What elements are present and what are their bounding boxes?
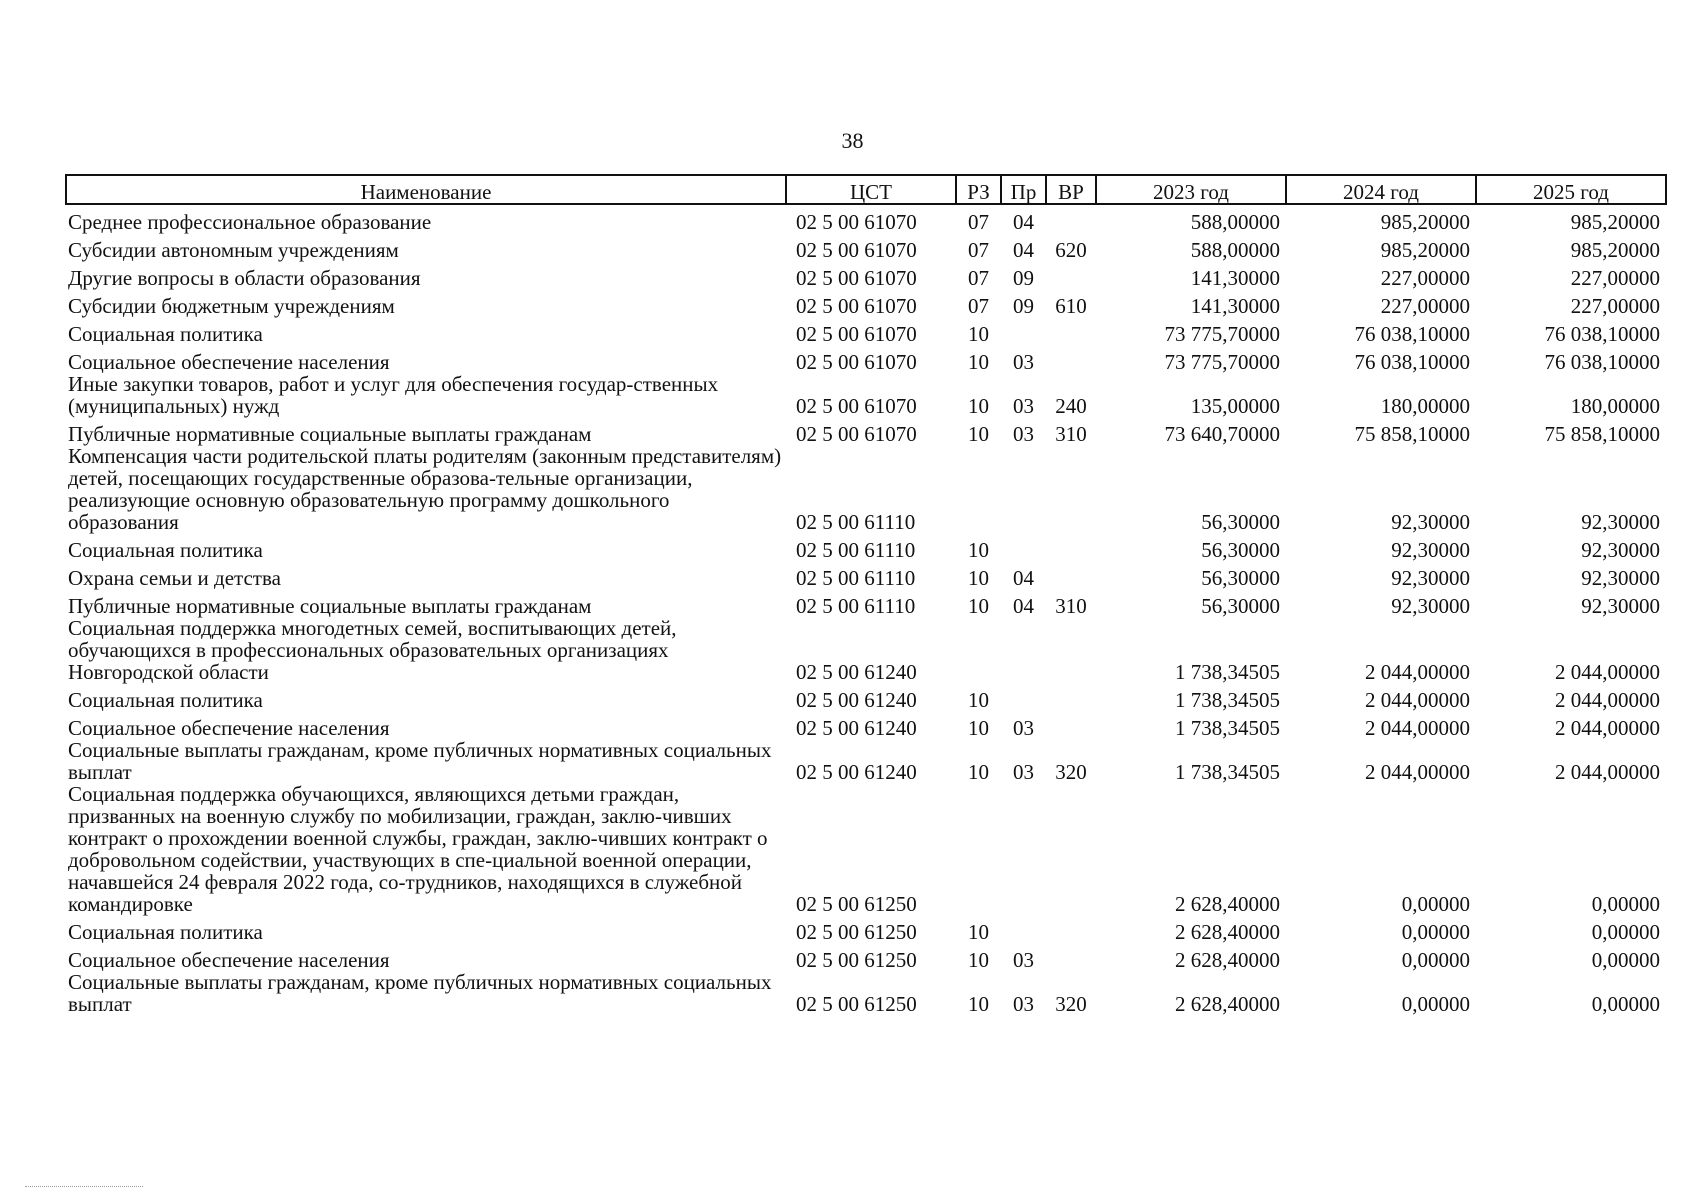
table-row: [66, 417, 1666, 445]
cell-pr: 09: [1013, 294, 1034, 318]
cell-name: Социальная политика: [68, 322, 263, 346]
cell-y2025: 75 858,10000: [1544, 422, 1660, 446]
cell-vr: [1046, 561, 1096, 589]
cell-y2024: 227,00000: [1380, 294, 1470, 318]
cell-rz: 07: [968, 266, 989, 290]
cell-cst: 02 5 00 61070: [796, 394, 917, 418]
cell-rz: 10: [968, 322, 989, 346]
cell-y2025: 0,00000: [1591, 920, 1660, 944]
cell-cst: 02 5 00 61250: [796, 920, 917, 944]
page-number: [0, 128, 1695, 154]
cell-y2025: 227,00000: [1570, 266, 1660, 290]
cell-y2025: 2 044,00000: [1555, 716, 1660, 740]
table-row: [66, 589, 1666, 617]
cell-vr: 610: [1055, 294, 1087, 318]
table-row: [66, 783, 1666, 915]
cell-y2023: 1 738,34505: [1175, 716, 1280, 740]
cell-y2023: 73 640,70000: [1164, 422, 1280, 446]
cell-y2024: 985,20000: [1380, 238, 1470, 262]
cell-y2025: 0,00000: [1591, 892, 1660, 916]
cell-vr: [1046, 711, 1096, 739]
cell-y2024: 227,00000: [1380, 266, 1470, 290]
cell-name: Социальное обеспечение населения: [68, 948, 390, 972]
cell-pr: 03: [1013, 760, 1034, 784]
cell-rz: 07: [968, 294, 989, 318]
header-cst: ЦСТ: [786, 175, 956, 204]
header-name: Наименование: [66, 175, 786, 204]
cell-vr: [1046, 317, 1096, 345]
cell-pr: 04: [1013, 210, 1034, 234]
cell-cst: 02 5 00 61070: [796, 322, 917, 346]
cell-rz: 10: [968, 992, 989, 1016]
header-vr: ВР: [1046, 175, 1096, 204]
cell-name: Социальное обеспечение населения: [68, 716, 390, 740]
cell-pr: [1001, 445, 1046, 533]
cell-pr: 09: [1013, 266, 1034, 290]
table-row: [66, 373, 1666, 417]
cell-y2025: 180,00000: [1570, 394, 1660, 418]
cell-vr: [1046, 261, 1096, 289]
cell-cst: 02 5 00 61250: [796, 892, 917, 916]
cell-pr: [1001, 617, 1046, 683]
cell-name: Социальные выплаты гражданам, кроме публичных нормативных социальных выплат: [68, 738, 772, 784]
cell-name: Субсидии автономным учреждениям: [68, 238, 399, 262]
cell-y2024: 0,00000: [1401, 992, 1470, 1016]
cell-rz: 10: [968, 394, 989, 418]
table-row: [66, 971, 1666, 1015]
cell-pr: [1001, 783, 1046, 915]
table-row: [66, 204, 1666, 233]
table-header: [66, 175, 1666, 204]
cell-y2024: 0,00000: [1401, 892, 1470, 916]
cell-y2025: 2 044,00000: [1555, 688, 1660, 712]
header-row: [66, 175, 1666, 204]
cell-rz: 10: [968, 760, 989, 784]
table-row: [66, 943, 1666, 971]
cell-rz: 10: [968, 920, 989, 944]
cell-cst: 02 5 00 61070: [796, 210, 917, 234]
cell-rz: 10: [968, 716, 989, 740]
cell-vr: [1046, 783, 1096, 915]
cell-vr: 310: [1055, 422, 1087, 446]
cell-y2025: 92,30000: [1581, 510, 1660, 534]
cell-y2023: 73 775,70000: [1164, 322, 1280, 346]
cell-rz: 10: [968, 538, 989, 562]
cell-y2023: 135,00000: [1190, 394, 1280, 418]
table-row: [66, 739, 1666, 783]
table-row: [66, 233, 1666, 261]
cell-y2025: 985,20000: [1570, 238, 1660, 262]
cell-y2024: 76 038,10000: [1354, 322, 1470, 346]
cell-cst: 02 5 00 61110: [796, 566, 916, 590]
cell-cst: 02 5 00 61250: [796, 948, 917, 972]
table-row: [66, 617, 1666, 683]
cell-y2023: 56,30000: [1201, 510, 1280, 534]
cell-cst: 02 5 00 61110: [796, 538, 916, 562]
cell-cst: 02 5 00 61240: [796, 760, 917, 784]
cell-y2025: 985,20000: [1570, 210, 1660, 234]
header-rz: РЗ: [956, 175, 1001, 204]
cell-pr: 04: [1013, 566, 1034, 590]
table-row: [66, 561, 1666, 589]
cell-name: Публичные нормативные социальные выплаты гражданам: [68, 594, 592, 618]
cell-pr: 03: [1013, 716, 1034, 740]
cell-y2024: 0,00000: [1401, 948, 1470, 972]
cell-y2025: 2 044,00000: [1555, 660, 1660, 684]
table-row: [66, 345, 1666, 373]
cell-y2023: 56,30000: [1201, 594, 1280, 618]
cell-pr: [1001, 683, 1046, 711]
cell-y2024: 92,30000: [1391, 538, 1470, 562]
cell-cst: 02 5 00 61240: [796, 688, 917, 712]
cell-rz: 10: [968, 350, 989, 374]
cell-pr: [1001, 915, 1046, 943]
cell-vr: [1046, 683, 1096, 711]
cell-cst: 02 5 00 61070: [796, 238, 917, 262]
cell-vr: [1046, 533, 1096, 561]
cell-y2023: 141,30000: [1190, 266, 1280, 290]
cell-y2023: 2 628,40000: [1175, 948, 1280, 972]
cell-vr: 310: [1055, 594, 1087, 618]
cell-vr: [1046, 445, 1096, 533]
cell-cst: 02 5 00 61070: [796, 294, 917, 318]
cell-y2023: 1 738,34505: [1175, 760, 1280, 784]
table-row: [66, 683, 1666, 711]
cell-y2023: 56,30000: [1201, 538, 1280, 562]
cell-name: Другие вопросы в области образования: [68, 266, 421, 290]
table-body: [66, 204, 1666, 1015]
header-2024: 2024 год: [1286, 175, 1476, 204]
cell-y2023: 2 628,40000: [1175, 992, 1280, 1016]
cell-y2023: 1 738,34505: [1175, 660, 1280, 684]
cell-cst: 02 5 00 61250: [796, 992, 917, 1016]
header-2023: 2023 год: [1096, 175, 1286, 204]
cell-vr: 320: [1055, 992, 1087, 1016]
cell-y2025: 0,00000: [1591, 948, 1660, 972]
cell-y2023: 1 738,34505: [1175, 688, 1280, 712]
cell-name: Социальная поддержка многодетных семей, воспитывающих детей, обучающихся в профессиональных образовательных организациях Новгородской области: [68, 616, 677, 684]
cell-y2024: 2 044,00000: [1365, 688, 1470, 712]
cell-vr: [1046, 204, 1096, 233]
cell-y2025: 227,00000: [1570, 294, 1660, 318]
cell-y2024: 92,30000: [1391, 594, 1470, 618]
cell-name: Иные закупки товаров, работ и услуг для обеспечения государ-ственных (муниципальных) нужд: [68, 372, 719, 418]
cell-pr: [1001, 317, 1046, 345]
cell-vr: 240: [1055, 394, 1087, 418]
cell-cst: 02 5 00 61240: [796, 716, 917, 740]
cell-cst: 02 5 00 61070: [796, 422, 917, 446]
cell-y2025: 92,30000: [1581, 538, 1660, 562]
cell-vr: [1046, 617, 1096, 683]
table-row: [66, 317, 1666, 345]
cell-y2023: 73 775,70000: [1164, 350, 1280, 374]
cell-y2023: 2 628,40000: [1175, 892, 1280, 916]
cell-name: Компенсация части родительской платы родителям (законным представителям) детей, посещающих государственные образова-тельные организации, реализующие основную образовательную программу дошкольного образования: [68, 444, 782, 534]
page-number-text: 38: [841, 128, 864, 153]
cell-rz: 10: [968, 594, 989, 618]
cell-y2024: 76 038,10000: [1354, 350, 1470, 374]
cell-y2025: 76 038,10000: [1544, 350, 1660, 374]
cell-rz: 10: [968, 422, 989, 446]
cell-vr: [1046, 943, 1096, 971]
cell-rz: [956, 783, 1001, 915]
cell-name: Социальные выплаты гражданам, кроме публичных нормативных социальных выплат: [68, 970, 772, 1016]
cell-cst: 02 5 00 61070: [796, 350, 917, 374]
cell-name: Среднее профессиональное образование: [68, 210, 432, 234]
cell-pr: 03: [1013, 992, 1034, 1016]
cell-name: Социальная политика: [68, 688, 263, 712]
table-row: [66, 289, 1666, 317]
cell-name: Социальное обеспечение населения: [68, 350, 390, 374]
cell-name: Публичные нормативные социальные выплаты гражданам: [68, 422, 592, 446]
cell-y2024: 2 044,00000: [1365, 660, 1470, 684]
cell-y2024: 180,00000: [1380, 394, 1470, 418]
cell-pr: 03: [1013, 350, 1034, 374]
cell-rz: [956, 445, 1001, 533]
cell-y2023: 588,00000: [1190, 210, 1280, 234]
table-row: [66, 711, 1666, 739]
cell-vr: [1046, 915, 1096, 943]
cell-y2025: 76 038,10000: [1544, 322, 1660, 346]
cell-y2025: 92,30000: [1581, 594, 1660, 618]
cell-vr: [1046, 345, 1096, 373]
cell-name: Социальная политика: [68, 920, 263, 944]
cell-rz: 10: [968, 948, 989, 972]
header-pr: Пр: [1001, 175, 1046, 204]
cell-y2024: 2 044,00000: [1365, 760, 1470, 784]
budget-table: [65, 174, 1667, 1015]
cell-y2023: 56,30000: [1201, 566, 1280, 590]
cell-y2025: 92,30000: [1581, 566, 1660, 590]
cell-y2023: 588,00000: [1190, 238, 1280, 262]
cell-y2024: 985,20000: [1380, 210, 1470, 234]
cell-pr: 03: [1013, 394, 1034, 418]
cell-name: Охрана семьи и детства: [68, 566, 281, 590]
cell-y2024: 0,00000: [1401, 920, 1470, 944]
cell-rz: [956, 617, 1001, 683]
cell-rz: 07: [968, 210, 989, 234]
cell-rz: 10: [968, 566, 989, 590]
cell-name: Социальная политика: [68, 538, 263, 562]
cell-y2024: 75 858,10000: [1354, 422, 1470, 446]
table-row: [66, 915, 1666, 943]
cell-y2023: 141,30000: [1190, 294, 1280, 318]
cell-cst: 02 5 00 61110: [796, 594, 916, 618]
cell-y2023: 2 628,40000: [1175, 920, 1280, 944]
cell-cst: 02 5 00 61070: [796, 266, 917, 290]
cell-cst: 02 5 00 61240: [796, 660, 917, 684]
cell-vr: 620: [1055, 238, 1087, 262]
table-row: [66, 261, 1666, 289]
table-row: [66, 533, 1666, 561]
cell-y2025: 0,00000: [1591, 992, 1660, 1016]
cell-pr: 03: [1013, 422, 1034, 446]
cell-name: Субсидии бюджетным учреждениям: [68, 294, 395, 318]
cell-pr: 04: [1013, 594, 1034, 618]
scan-artifact-line: [25, 1186, 143, 1187]
cell-y2024: 92,30000: [1391, 510, 1470, 534]
cell-pr: 04: [1013, 238, 1034, 262]
cell-y2025: 2 044,00000: [1555, 760, 1660, 784]
cell-pr: [1001, 533, 1046, 561]
cell-y2024: 2 044,00000: [1365, 716, 1470, 740]
cell-y2024: 92,30000: [1391, 566, 1470, 590]
cell-rz: 07: [968, 238, 989, 262]
cell-pr: 03: [1013, 948, 1034, 972]
cell-name: Социальная поддержка обучающихся, являющихся детьми граждан, призванных на военную службу по мобилизации, граждан, заклю-чивших контракт о прохождении военной службы, граждан, заклю-чивших контракт о добровольном содействии, участвующих в спе-циальной военной операции, начавшейся 24 февраля 2022 года, со-трудников, находящихся в служебной командировке: [68, 782, 768, 916]
header-2025: 2025 год: [1476, 175, 1666, 204]
cell-vr: 320: [1055, 760, 1087, 784]
cell-cst: 02 5 00 61110: [796, 510, 916, 534]
table-row: [66, 445, 1666, 533]
cell-rz: 10: [968, 688, 989, 712]
